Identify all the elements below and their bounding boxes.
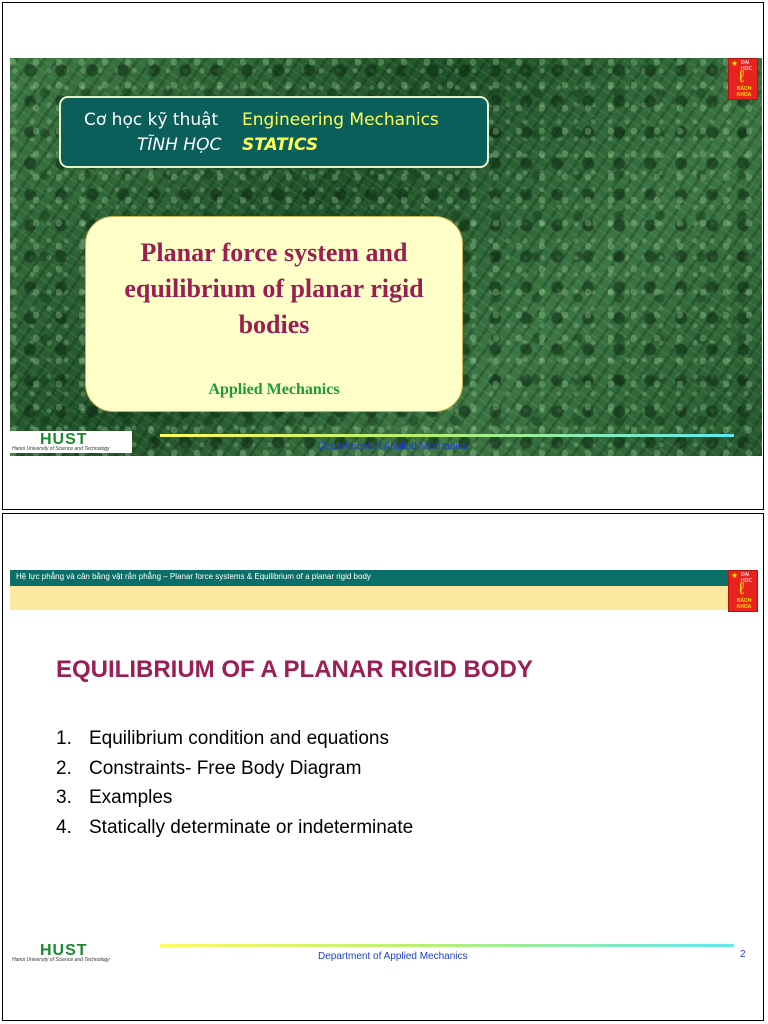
emblem-mark: ℓ bbox=[739, 579, 745, 598]
course-title-english: Engineering Mechanics bbox=[242, 110, 439, 130]
list-item bbox=[56, 813, 413, 843]
list-item-number: 1. bbox=[56, 728, 72, 749]
footer-department: Department of Applied Mechanics bbox=[318, 951, 468, 962]
list-item-text: Statically determinate or indeterminate bbox=[89, 816, 414, 838]
star-icon: ★ bbox=[731, 59, 739, 68]
slide-header-bar bbox=[10, 570, 729, 586]
hust-logo-text: HUST bbox=[40, 431, 88, 448]
list-item-text: Examples bbox=[89, 787, 173, 808]
footer-divider bbox=[160, 434, 734, 437]
footer-department: Department of Applied Mechanics bbox=[318, 441, 468, 452]
lecture-title: Planar force system and equilibrium of planar rigid bodies bbox=[124, 238, 424, 339]
footer-divider bbox=[160, 944, 734, 947]
lecture-subtitle: Applied Mechanics bbox=[208, 381, 340, 398]
list-item bbox=[56, 783, 413, 813]
list-item-number: 4. bbox=[56, 816, 72, 838]
emblem-bottom-text: BÁCH KHOA bbox=[736, 598, 752, 610]
slide-title: EQUILIBRIUM OF A PLANAR RIGID BODY bbox=[56, 656, 533, 683]
lecture-title-box bbox=[85, 216, 463, 412]
bach-khoa-emblem-icon bbox=[728, 58, 758, 100]
list-item bbox=[56, 724, 413, 754]
emblem-bottom-text: BÁCH KHOA bbox=[736, 86, 752, 98]
slide-header-text: Hệ lực phẳng và cân bằng vật rắn phẳng – Planar force systems & Equilibrium of a planar rigid body bbox=[16, 572, 371, 581]
list-item-text: Constraints- Free Body Diagram bbox=[89, 757, 362, 779]
hust-logo bbox=[10, 431, 132, 453]
emblem-top-text: ĐẠI HỌC bbox=[741, 60, 753, 72]
emblem-mark: ℓ bbox=[739, 67, 745, 86]
header-accent-band bbox=[10, 586, 729, 610]
page-number: 2 bbox=[740, 949, 746, 960]
course-title-box bbox=[59, 96, 489, 168]
star-icon: ★ bbox=[731, 571, 739, 580]
slide-2 bbox=[2, 513, 764, 1021]
topic-list bbox=[56, 724, 413, 842]
hust-logo-text: HUST bbox=[40, 942, 88, 959]
hust-logo-subtitle: Hanoi University of Science and Technology bbox=[12, 446, 110, 452]
course-subject-english: STATICS bbox=[242, 135, 319, 155]
bach-khoa-emblem-icon bbox=[728, 570, 758, 612]
list-item bbox=[56, 754, 413, 784]
list-item-number: 3. bbox=[56, 787, 72, 808]
hust-logo bbox=[10, 942, 132, 964]
emblem-top-text: ĐẠI HỌC bbox=[741, 572, 753, 584]
slide-1 bbox=[2, 2, 764, 510]
course-title-vietnamese: Cơ học kỹ thuật bbox=[84, 110, 219, 130]
course-subject-vietnamese: TĨNH HỌC bbox=[137, 135, 222, 155]
list-item-text: Equilibrium condition and equations bbox=[89, 728, 389, 749]
hust-logo-subtitle: Hanoi University of Science and Technology bbox=[12, 957, 110, 963]
list-item-number: 2. bbox=[56, 757, 72, 779]
